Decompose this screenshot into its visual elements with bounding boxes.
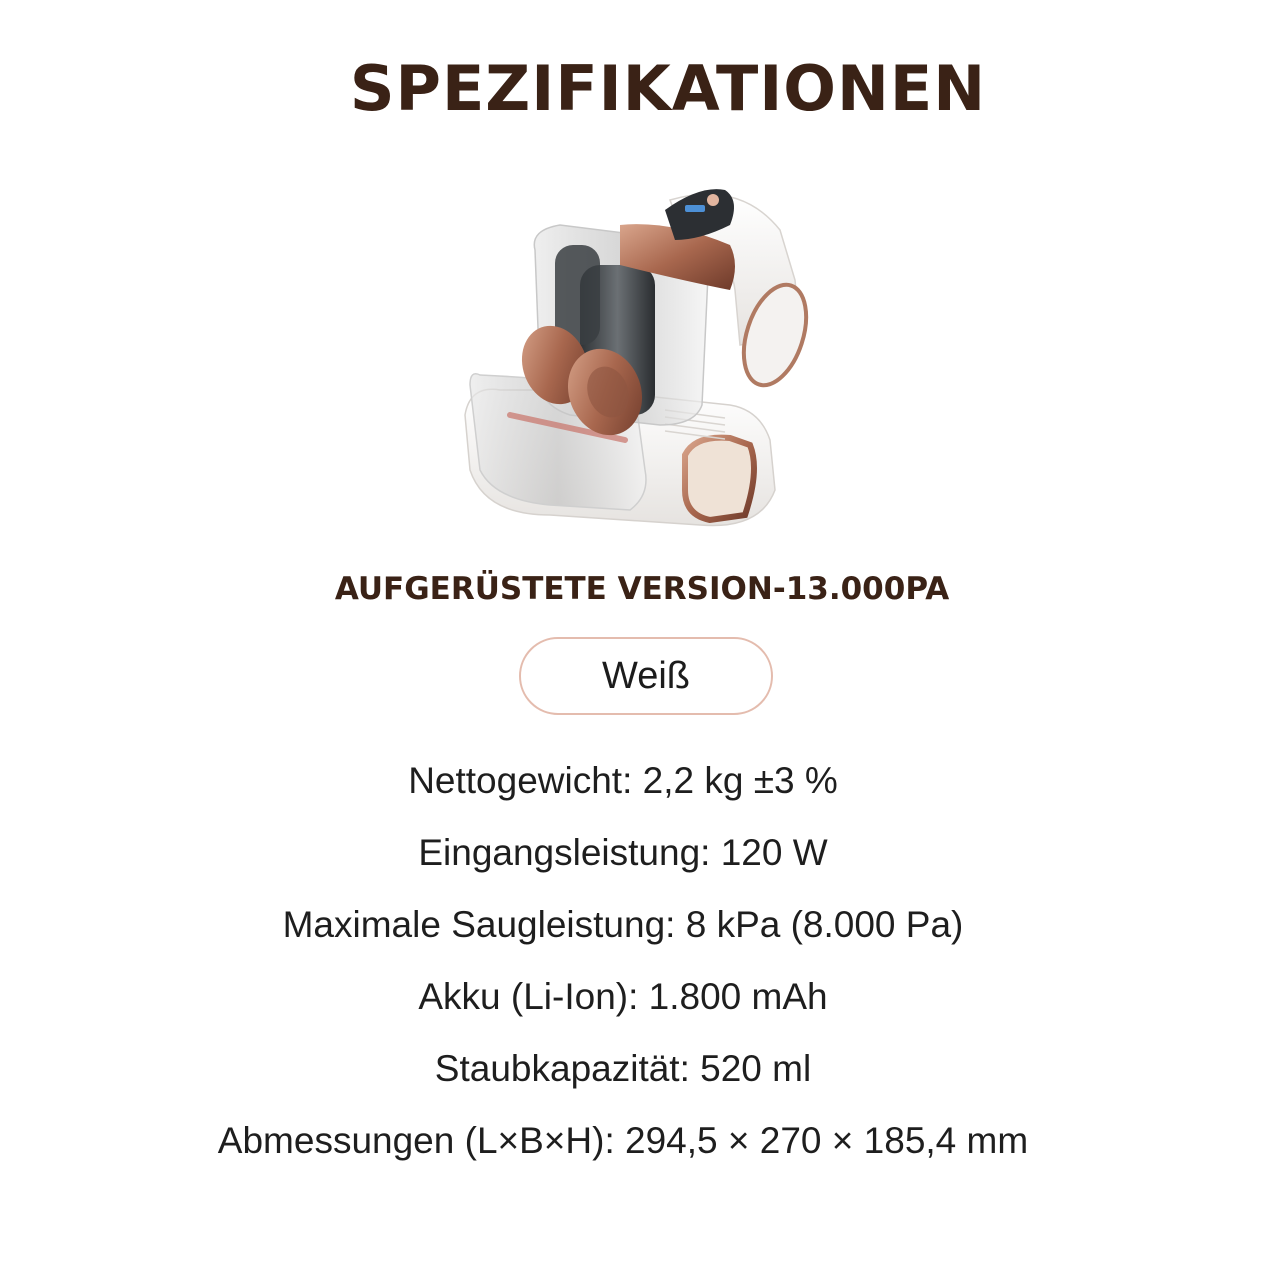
page-title: SPEZIFIKATIONEN [349, 52, 987, 125]
spec-list [0, 750, 1246, 1182]
version-heading: AUFGERÜSTETE VERSION-13.000PA [334, 571, 950, 607]
spec-max-suction: Maximale Saugleistung: 8 kPa (8.000 Pa) [282, 904, 964, 945]
spec-dimensions: Abmessungen (L×B×H): 294,5 × 270 × 185,4 mm [217, 1120, 1029, 1161]
spec-dust-capacity: Staubkapazität: 520 ml [434, 1048, 812, 1089]
color-option-button[interactable]: Weiß [519, 637, 773, 715]
spec-input-power: Eingangsleistung: 120 W [418, 832, 828, 873]
spec-net-weight: Nettogewicht: 2,2 kg ±3 % [408, 760, 838, 801]
spec-battery: Akku (Li-Ion): 1.800 mAh [418, 976, 828, 1017]
vacuum-cleaner-product-image [440, 170, 840, 550]
